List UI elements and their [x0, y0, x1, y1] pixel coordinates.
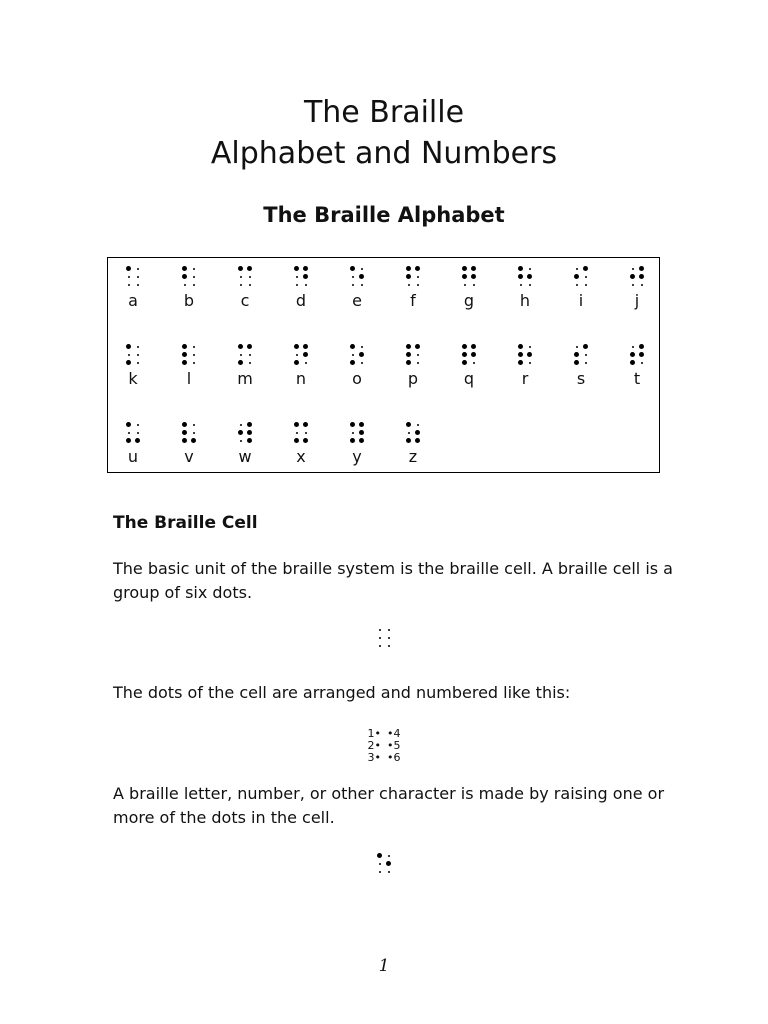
braille-dot-2-flat	[379, 637, 381, 639]
braille-dot-2-raised	[406, 274, 411, 279]
paragraph-basic-unit: The basic unit of the braille system is the braille cell. A braille cell is a group of six dots.	[113, 559, 673, 602]
alphabet-cell-r	[505, 344, 545, 388]
braille-cell	[182, 344, 196, 366]
dot-number-4: •4	[387, 727, 401, 740]
letter-label: e	[352, 291, 362, 310]
letter-label: n	[295, 369, 307, 388]
braille-dot-5-raised	[639, 352, 644, 357]
braille-dot-2-raised	[574, 352, 579, 357]
braille-dot-4-raised	[303, 422, 308, 427]
braille-dot-1-raised	[406, 422, 411, 427]
braille-dot-2-raised	[630, 274, 635, 279]
braille-dot-6-raised	[303, 438, 308, 443]
braille-dot-2-raised	[462, 352, 467, 357]
title-line-2: Alphabet and Numbers	[210, 136, 558, 171]
alphabet-cell-f	[393, 266, 433, 310]
braille-dot-6-flat	[473, 284, 475, 286]
braille-alphabet-table	[107, 257, 660, 473]
braille-dot-6-flat	[529, 284, 531, 286]
braille-dot-4-flat	[361, 268, 363, 270]
alphabet-cell-j	[617, 266, 657, 310]
alphabet-cell-o	[337, 344, 377, 388]
braille-cell	[462, 344, 476, 366]
braille-cell	[462, 266, 476, 288]
title-line-1: The Braille	[303, 95, 465, 130]
braille-dot-5-raised	[359, 274, 364, 279]
braille-dot-2-flat	[379, 863, 381, 865]
braille-dot-5-raised	[639, 274, 644, 279]
braille-dot-3-raised	[182, 360, 187, 365]
braille-dot-5-raised	[247, 430, 252, 435]
alphabet-cell-i	[561, 266, 601, 310]
braille-dot-5-raised	[527, 352, 532, 357]
dot-number-5: •5	[387, 739, 401, 752]
empty-braille-cell	[377, 627, 391, 649]
braille-dot-5-flat	[417, 276, 419, 278]
alphabet-cell-v	[169, 422, 209, 466]
braille-dot-5-raised	[359, 430, 364, 435]
braille-dot-2-flat	[408, 432, 410, 434]
letter-label: j	[634, 291, 640, 310]
braille-dot-4-raised	[303, 266, 308, 271]
braille-dot-6-flat	[585, 362, 587, 364]
letter-label: v	[184, 447, 194, 466]
braille-dot-1-raised	[350, 344, 355, 349]
braille-dot-2-raised	[574, 274, 579, 279]
braille-dot-1-flat	[576, 268, 578, 270]
letter-label: b	[183, 291, 195, 310]
braille-cell	[630, 344, 644, 366]
braille-dot-3-flat	[128, 284, 130, 286]
braille-dot-2-raised	[630, 352, 635, 357]
braille-dot-2-flat	[352, 432, 354, 434]
braille-dot-6-raised	[415, 438, 420, 443]
letter-label: z	[408, 447, 418, 466]
braille-dot-6-flat	[585, 284, 587, 286]
braille-dot-3-flat	[296, 284, 298, 286]
alphabet-cell-c	[225, 266, 265, 310]
braille-dot-4-raised	[359, 422, 364, 427]
braille-dot-2-flat	[352, 276, 354, 278]
braille-cell	[294, 344, 308, 366]
braille-dot-3-flat	[184, 284, 186, 286]
alphabet-cell-x	[281, 422, 321, 466]
braille-dot-3-raised	[406, 438, 411, 443]
braille-dot-3-raised	[238, 360, 243, 365]
braille-cell	[238, 344, 252, 366]
braille-dot-2-flat	[240, 276, 242, 278]
braille-cell	[350, 422, 364, 444]
braille-dot-4-flat	[137, 346, 139, 348]
braille-dot-1-raised	[462, 344, 467, 349]
alphabet-cell-q	[449, 344, 489, 388]
braille-cell	[126, 266, 140, 288]
braille-dot-4-raised	[471, 266, 476, 271]
braille-dot-4-raised	[639, 344, 644, 349]
braille-dot-3-flat	[408, 284, 410, 286]
alphabet-cell-b	[169, 266, 209, 310]
alphabet-cell-s	[561, 344, 601, 388]
braille-cell	[574, 266, 588, 288]
braille-dot-3-raised	[574, 360, 579, 365]
letter-label: u	[127, 447, 139, 466]
letter-label: c	[240, 291, 250, 310]
braille-dot-5-flat	[137, 354, 139, 356]
braille-dot-1-raised	[518, 344, 523, 349]
empty-cell-figure	[0, 627, 768, 649]
page-number: 1	[378, 956, 390, 976]
braille-cell	[406, 266, 420, 288]
braille-dot-2-flat	[296, 432, 298, 434]
letter-label: t	[633, 369, 641, 388]
braille-dot-3-raised	[126, 438, 131, 443]
braille-dot-4-raised	[471, 344, 476, 349]
example-braille-cell	[377, 853, 391, 875]
letter-label: k	[128, 369, 138, 388]
alphabet-cell-d	[281, 266, 321, 310]
braille-dot-5-flat	[193, 276, 195, 278]
letter-label: o	[352, 369, 362, 388]
braille-cell	[518, 266, 532, 288]
letter-label: i	[578, 291, 584, 310]
braille-dot-6-flat	[388, 645, 390, 647]
braille-dot-5-flat	[193, 354, 195, 356]
alphabet-cell-u	[113, 422, 153, 466]
braille-cell	[126, 344, 140, 366]
braille-dot-5-flat	[193, 432, 195, 434]
braille-dot-2-flat	[128, 276, 130, 278]
letter-label: w	[238, 447, 252, 466]
braille-dot-1-raised	[182, 266, 187, 271]
braille-dot-3-raised	[350, 360, 355, 365]
letter-label: s	[576, 369, 586, 388]
letter-label: l	[186, 369, 192, 388]
letter-label: q	[463, 369, 475, 388]
braille-dot-1-raised	[406, 266, 411, 271]
braille-cell	[518, 344, 532, 366]
braille-cell	[406, 422, 420, 444]
braille-dot-1-raised	[294, 266, 299, 271]
braille-dot-6-flat	[417, 284, 419, 286]
letter-label: m	[237, 369, 253, 388]
braille-dot-5-flat	[585, 354, 587, 356]
alphabet-cell-y	[337, 422, 377, 466]
letter-label: g	[463, 291, 475, 310]
braille-dot-5-flat	[137, 432, 139, 434]
braille-dot-1-flat	[576, 346, 578, 348]
dot-number-1: 1•	[367, 727, 381, 740]
braille-dot-5-flat	[585, 276, 587, 278]
alphabet-cell-k	[113, 344, 153, 388]
alphabet-cell-h	[505, 266, 545, 310]
numbered-cell-figure	[0, 722, 768, 764]
letter-label: p	[407, 369, 419, 388]
braille-cell	[574, 344, 588, 366]
braille-dot-3-raised	[518, 360, 523, 365]
letter-label: x	[296, 447, 306, 466]
alphabet-cell-l	[169, 344, 209, 388]
braille-dot-4-raised	[247, 266, 252, 271]
braille-dot-1-raised	[238, 344, 243, 349]
braille-dot-5-raised	[527, 274, 532, 279]
alphabet-cell-p	[393, 344, 433, 388]
braille-dot-3-raised	[126, 360, 131, 365]
braille-cell	[294, 266, 308, 288]
braille-dot-6-flat	[305, 362, 307, 364]
braille-dot-4-flat	[137, 424, 139, 426]
braille-dot-5-flat	[249, 354, 251, 356]
braille-dot-1-raised	[518, 266, 523, 271]
alphabet-cell-t	[617, 344, 657, 388]
braille-dot-6-flat	[417, 362, 419, 364]
braille-dot-4-flat	[417, 424, 419, 426]
braille-dot-2-raised	[182, 274, 187, 279]
braille-dot-4-flat	[193, 268, 195, 270]
braille-dot-2-raised	[406, 352, 411, 357]
braille-cell	[294, 422, 308, 444]
braille-dot-5-raised	[386, 861, 391, 866]
braille-cell	[238, 422, 252, 444]
braille-dot-6-flat	[529, 362, 531, 364]
braille-cell	[238, 266, 252, 288]
braille-dot-1-raised	[294, 422, 299, 427]
braille-dot-3-flat	[352, 284, 354, 286]
braille-dot-2-raised	[238, 430, 243, 435]
braille-dot-3-flat	[464, 284, 466, 286]
alphabet-cell-w	[225, 422, 265, 466]
braille-dot-6-flat	[137, 362, 139, 364]
alphabet-cell-e	[337, 266, 377, 310]
braille-dot-3-flat	[632, 284, 634, 286]
braille-dot-4-flat	[193, 346, 195, 348]
braille-dot-3-raised	[406, 360, 411, 365]
paragraph-raising-dots: A braille letter, number, or other character is made by raising one or more of the dots in the cell.	[113, 784, 665, 827]
braille-dot-6-flat	[388, 871, 390, 873]
letter-label: f	[410, 291, 416, 310]
letter-label: d	[295, 291, 307, 310]
braille-dot-2-raised	[182, 352, 187, 357]
paragraph-dot-arrangement: The dots of the cell are arranged and numbered like this:	[113, 683, 571, 702]
braille-dot-6-flat	[249, 284, 251, 286]
braille-cell	[406, 344, 420, 366]
braille-dot-2-flat	[128, 432, 130, 434]
braille-cell	[126, 422, 140, 444]
dot-number-3: 3•	[367, 751, 381, 764]
braille-dot-4-raised	[639, 266, 644, 271]
braille-dot-5-raised	[303, 274, 308, 279]
example-cell-figure	[0, 853, 768, 875]
braille-cell	[350, 344, 364, 366]
dot-number-2: 2•	[367, 739, 381, 752]
braille-dot-5-raised	[415, 430, 420, 435]
braille-dot-4-flat	[529, 346, 531, 348]
braille-dot-2-flat	[240, 354, 242, 356]
braille-dot-1-flat	[379, 629, 381, 631]
braille-dot-6-flat	[137, 284, 139, 286]
braille-dot-1-flat	[240, 424, 242, 426]
braille-dot-3-raised	[182, 438, 187, 443]
braille-dot-3-raised	[294, 438, 299, 443]
braille-dot-2-flat	[352, 354, 354, 356]
braille-dot-3-flat	[240, 284, 242, 286]
braille-dot-1-flat	[632, 346, 634, 348]
alphabet-heading: The Braille Alphabet	[263, 203, 505, 227]
braille-dot-3-flat	[379, 645, 381, 647]
braille-dot-1-raised	[126, 422, 131, 427]
braille-dot-1-raised	[462, 266, 467, 271]
braille-dot-2-flat	[296, 276, 298, 278]
braille-dot-3-raised	[630, 360, 635, 365]
braille-dot-5-raised	[471, 274, 476, 279]
braille-cell	[182, 422, 196, 444]
letter-label: y	[352, 447, 362, 466]
braille-dot-6-flat	[361, 284, 363, 286]
braille-dot-2-flat	[128, 354, 130, 356]
braille-dot-4-flat	[529, 268, 531, 270]
braille-dot-1-raised	[126, 266, 131, 271]
braille-dot-4-flat	[361, 346, 363, 348]
letter-label: h	[519, 291, 531, 310]
letter-label: a	[128, 291, 138, 310]
braille-dot-6-raised	[359, 438, 364, 443]
alphabet-cell-m	[225, 344, 265, 388]
letter-label: r	[521, 369, 529, 388]
braille-dot-3-flat	[520, 284, 522, 286]
braille-dot-4-flat	[193, 424, 195, 426]
braille-dot-3-flat	[240, 440, 242, 442]
braille-dot-5-raised	[359, 352, 364, 357]
braille-dot-6-raised	[247, 438, 252, 443]
braille-cell	[350, 266, 364, 288]
braille-dot-6-flat	[641, 362, 643, 364]
braille-dot-3-raised	[294, 360, 299, 365]
braille-dot-5-flat	[388, 637, 390, 639]
braille-dot-2-raised	[182, 430, 187, 435]
braille-dot-1-raised	[350, 422, 355, 427]
braille-dot-6-flat	[193, 284, 195, 286]
braille-dot-4-raised	[247, 422, 252, 427]
braille-dot-4-raised	[415, 344, 420, 349]
braille-dot-4-raised	[583, 266, 588, 271]
braille-dot-5-flat	[137, 276, 139, 278]
braille-dot-6-flat	[249, 362, 251, 364]
braille-dot-1-raised	[406, 344, 411, 349]
braille-dot-4-flat	[137, 268, 139, 270]
braille-dot-1-raised	[350, 266, 355, 271]
braille-dot-3-raised	[462, 360, 467, 365]
braille-dot-4-flat	[388, 629, 390, 631]
braille-dot-2-raised	[462, 274, 467, 279]
braille-dot-6-flat	[473, 362, 475, 364]
braille-dot-2-raised	[518, 274, 523, 279]
braille-dot-6-flat	[641, 284, 643, 286]
alphabet-cell-z	[393, 422, 433, 466]
braille-dot-4-raised	[583, 344, 588, 349]
braille-dot-3-raised	[350, 438, 355, 443]
braille-dot-5-raised	[471, 352, 476, 357]
braille-dot-6-raised	[135, 438, 140, 443]
braille-dot-5-flat	[249, 276, 251, 278]
braille-dot-2-raised	[518, 352, 523, 357]
braille-dot-1-raised	[377, 853, 382, 858]
braille-dot-1-flat	[632, 268, 634, 270]
braille-dot-6-flat	[193, 362, 195, 364]
braille-cell-heading: The Braille Cell	[113, 513, 258, 533]
braille-dot-6-flat	[305, 284, 307, 286]
alphabet-cell-a	[113, 266, 153, 310]
braille-dot-4-raised	[415, 266, 420, 271]
braille-cell	[182, 266, 196, 288]
braille-dot-3-flat	[379, 871, 381, 873]
braille-dot-1-raised	[294, 344, 299, 349]
braille-dot-3-flat	[576, 284, 578, 286]
dot-number-6: •6	[387, 751, 401, 764]
braille-cell	[630, 266, 644, 288]
braille-dot-4-raised	[247, 344, 252, 349]
alphabet-cell-n	[281, 344, 321, 388]
braille-dot-6-raised	[191, 438, 196, 443]
braille-dot-5-raised	[303, 352, 308, 357]
braille-dot-1-raised	[182, 344, 187, 349]
braille-dot-5-flat	[417, 354, 419, 356]
page-title	[0, 92, 768, 174]
braille-dot-1-raised	[182, 422, 187, 427]
braille-dot-4-flat	[388, 855, 390, 857]
braille-dot-5-flat	[305, 432, 307, 434]
braille-dot-4-raised	[303, 344, 308, 349]
alphabet-cell-g	[449, 266, 489, 310]
braille-dot-2-flat	[296, 354, 298, 356]
braille-dot-1-raised	[238, 266, 243, 271]
braille-dot-6-flat	[361, 362, 363, 364]
braille-dot-1-raised	[126, 344, 131, 349]
